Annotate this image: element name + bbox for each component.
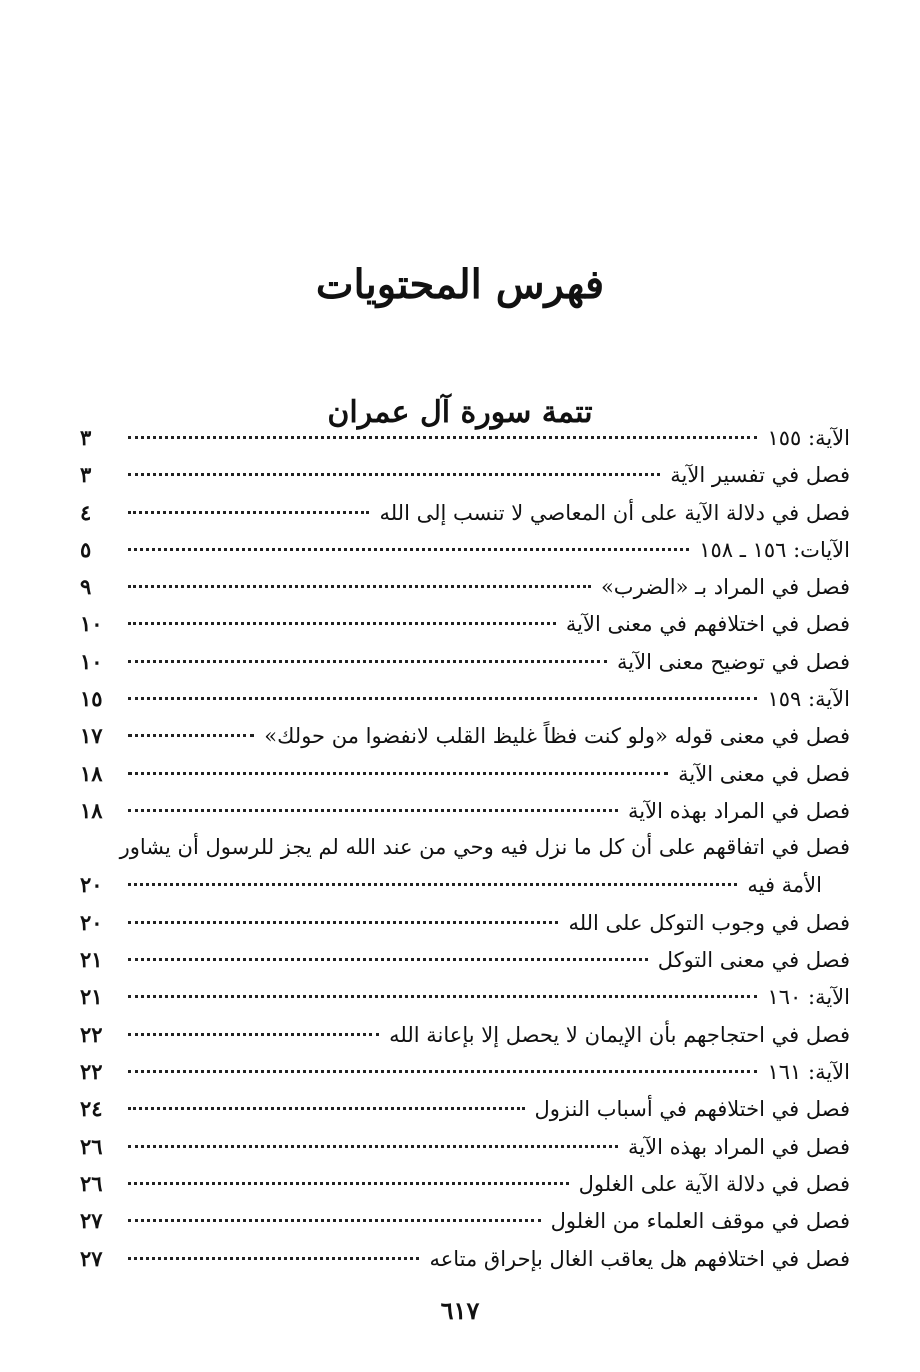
dot-leader <box>128 511 369 514</box>
toc-entry-page: ٢٧ <box>80 1245 103 1271</box>
toc-entry <box>80 456 850 493</box>
dot-leader <box>128 772 668 775</box>
toc-entry-page: ١٥ <box>80 686 103 712</box>
toc-entry <box>80 419 850 456</box>
dot-leader <box>128 1219 541 1222</box>
toc-entry-title: فصل في معنى الآية <box>678 761 850 786</box>
toc-entry-title: فصل في وجوب التوكل على الله <box>568 910 850 935</box>
toc-entry-page: ٢٠ <box>80 872 103 898</box>
section-heading: تتمة سورة آل عمران <box>327 394 593 430</box>
dot-leader <box>128 697 757 700</box>
toc-entry <box>80 1240 850 1277</box>
toc-entry <box>80 978 850 1015</box>
dot-leader <box>128 734 254 737</box>
toc-entry-title: الآية: ١٥٥ <box>767 426 850 450</box>
toc-entry <box>80 717 850 754</box>
dot-leader <box>128 1145 618 1148</box>
toc-entry-title: فصل في معنى التوكل <box>657 948 850 973</box>
toc-entry-page: ١٨ <box>80 760 103 786</box>
dot-leader <box>128 585 591 588</box>
toc-entry-page: ١٠ <box>80 648 103 674</box>
toc-entry <box>80 605 850 642</box>
dot-leader <box>128 473 660 476</box>
toc-entry-page: ١٠ <box>80 611 103 637</box>
dot-leader <box>128 1033 379 1036</box>
toc-entry-page: ٢١ <box>80 947 103 973</box>
dot-leader <box>128 883 737 886</box>
dot-leader <box>128 1107 525 1110</box>
toc-entry-title: فصل في المراد بهذه الآية <box>627 1134 850 1159</box>
toc-entry-title: فصل في احتجاجهم بأن الإيمان لا يحصل إلا بإعانة الله <box>389 1022 850 1047</box>
dot-leader <box>128 548 689 551</box>
toc-entry <box>80 1090 850 1127</box>
toc-entry-title: الآيات: ١٥٦ ـ ١٥٨ <box>699 537 850 562</box>
toc-entry-page: ٢٦ <box>80 1170 103 1196</box>
toc-entry-page: ٣ <box>80 462 92 488</box>
page-title: فهرس المحتويات <box>315 260 605 308</box>
toc-entry-page: ٤ <box>80 499 92 525</box>
toc-entry-page: ١٨ <box>80 797 103 823</box>
toc-entry <box>80 1016 850 1053</box>
dot-leader <box>128 1070 757 1073</box>
toc-entry-page: ٥ <box>80 536 92 562</box>
toc-entry-page: ٢١ <box>80 984 103 1010</box>
toc-entry-title: الآية: ١٦١ <box>767 1060 850 1085</box>
toc-entry-page: ٢٦ <box>80 1133 103 1159</box>
toc-entry <box>80 941 850 978</box>
toc-entry <box>80 904 850 941</box>
toc-entry-continuation: الأمة فيه <box>747 873 822 898</box>
page-number: ٦١٧ <box>440 1296 480 1325</box>
toc-entry-page: ٢٢ <box>80 1059 103 1085</box>
toc-entry-page: ٣ <box>80 425 92 450</box>
dot-leader <box>128 1182 569 1185</box>
toc-entry-title: فصل في موقف العلماء من الغلول <box>550 1209 850 1234</box>
toc-entry-page: ٢٠ <box>80 909 103 935</box>
toc-entry <box>80 531 850 568</box>
toc-entry <box>80 829 850 904</box>
dot-leader <box>128 958 648 961</box>
toc-entry-title: الآية: ١٦٠ <box>767 985 850 1010</box>
dot-leader <box>128 995 757 998</box>
toc-entry-title: فصل في دلالة الآية على أن المعاصي لا تنسب إلى الله <box>379 500 850 525</box>
toc-entry-title: فصل في اختلافهم في معنى الآية <box>565 612 850 637</box>
toc-entry-page: ١٧ <box>80 723 103 749</box>
toc-entry <box>80 1128 850 1165</box>
toc-entry-title: فصل في اختلافهم هل يعاقب الغال بإحراق متاعه <box>429 1246 850 1271</box>
toc-entry-title: فصل في دلالة الآية على الغلول <box>578 1171 850 1196</box>
toc-entry <box>80 568 850 605</box>
toc-entry-title: فصل في اختلافهم في أسباب النزول <box>534 1097 850 1122</box>
toc-entry-title: فصل في المراد بـ «الضرب» <box>600 575 850 600</box>
dot-leader <box>128 1257 419 1260</box>
toc-entry-page: ٢٧ <box>80 1208 103 1234</box>
toc-entry <box>80 792 850 829</box>
table-of-contents <box>80 419 850 1277</box>
toc-entry <box>80 1202 850 1239</box>
toc-entry-title: فصل في معنى قوله «ولو كنت فظاً غليظ القلب لانفضوا من حولك» <box>264 724 850 749</box>
toc-entry <box>80 755 850 792</box>
toc-entry-title: فصل في المراد بهذه الآية <box>627 798 850 823</box>
dot-leader <box>128 436 757 439</box>
toc-entry <box>80 1053 850 1090</box>
dot-leader <box>128 809 618 812</box>
toc-entry-title: فصل في توضيح معنى الآية <box>617 649 850 674</box>
toc-entry-page: ٢٢ <box>80 1021 103 1047</box>
toc-entry-title: فصل في تفسير الآية <box>670 463 850 488</box>
toc-entry <box>80 680 850 717</box>
dot-leader <box>128 622 556 625</box>
dot-leader <box>128 660 607 663</box>
dot-leader <box>128 921 558 924</box>
toc-entry <box>80 1165 850 1202</box>
toc-entry-title: الآية: ١٥٩ <box>767 687 850 712</box>
toc-entry <box>80 643 850 680</box>
toc-entry-page: ٢٤ <box>80 1096 103 1122</box>
toc-entry-page: ٩ <box>80 574 92 600</box>
toc-entry <box>80 494 850 531</box>
toc-entry-title: فصل في اتفاقهم على أن كل ما نزل فيه وحي من عند الله لم يجز للرسول أن يشاور <box>119 835 850 860</box>
